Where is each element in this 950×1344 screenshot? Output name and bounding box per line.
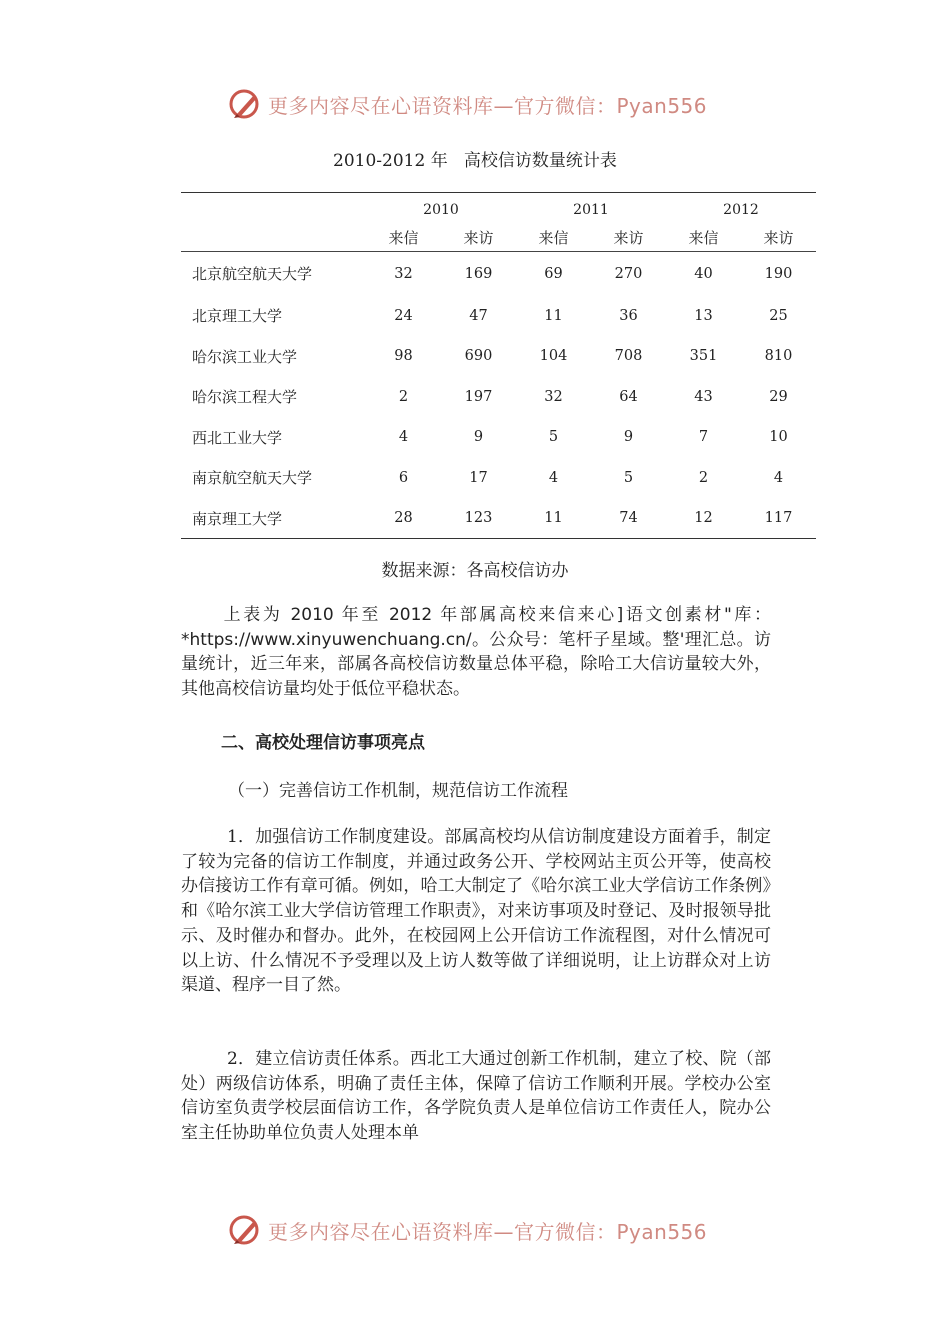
body-paragraph-2 [181,1047,771,1146]
petition-stats-table [181,192,816,539]
table-cell: 190 [764,265,793,282]
table-cell: 270 [614,265,643,282]
table-cell: 169 [464,265,493,282]
table-row [181,336,816,377]
table-row [181,458,816,499]
pen-logo-icon [228,87,262,121]
university-name: 南京理工大学 [192,509,283,528]
table-cell: 5 [623,469,634,486]
table-cell: 36 [619,307,638,324]
corner-cell [181,193,366,224]
subsection-heading: （一）完善信访工作机制，规范信访工作流程 [228,781,568,801]
table-cell: 810 [764,348,793,365]
pen-logo-icon [228,1213,262,1247]
sub-header: 来信 [666,223,741,252]
table-cell: 351 [689,348,718,365]
watermark-text: 更多内容尽在心语资料库—官方微信：Pyan556 [268,1219,708,1244]
table-cell: 25 [769,307,788,324]
table-cell: 29 [769,388,788,405]
table-row [181,417,816,458]
table-cell: 43 [694,388,713,405]
table-cell: 32 [394,265,413,282]
table-row [181,377,816,418]
table-cell: 13 [694,307,713,324]
table-cell: 4 [773,469,784,486]
university-name: 北京理工大学 [192,307,283,326]
table-cell: 4 [398,429,409,446]
table-cell: 9 [473,429,484,446]
university-name: 哈尔滨工业大学 [192,347,298,366]
table-cell: 11 [544,307,563,324]
table-cell: 11 [544,510,563,526]
table-cell: 28 [394,510,413,526]
intro-text: 上表为 2010 年至 2012 年部属高校来信来心]语文创素材"库：*https://www.xinyuwenchuang.cn/。公众号：笔杆子星域。整'理汇总。访量统计，近三年来，部属各高校信访数量总体平稳，除哈工大信访量较大外，其他高校信访量均处于低位平稳状态。 [181,605,771,700]
body-paragraph-1 [181,825,771,998]
table-cell: 32 [544,388,563,405]
table-cell: 98 [394,348,413,365]
table-cell: 24 [394,307,413,324]
university-name: 北京航空航天大学 [192,265,313,284]
paragraph-text: 1．加强信访工作制度建设。部属高校均从信访制度建设方面着手，制定了较为完备的信访工作制度，并通过政务公开、学校网站主页公开等，使高校办信接访工作有章可循。例如，哈工大制定了《哈尔滨工业大学信访工作条例》和《哈尔滨工业大学信访管理工作职责》，对来访事项及时登记、及时报领导批示、及时催办和督办。此外，在校园网上公开信访工作流程图，对什么情况可以上访、什么情况不予受理以及上访人数等做了详细说明，让上访群众对上访渠道、程序一目了然。 [181,827,771,996]
year-header: 2011 [573,202,609,218]
table-cell: 47 [469,307,488,324]
sub-header: 来访 [441,223,516,252]
table-cell: 117 [764,510,793,526]
table-cell: 40 [694,265,713,282]
paragraph-text: 2．建立信访责任体系。西北工大通过创新工作机制，建立了校、院（部处）两级信访体系，明确了责任主体，保障了信访工作顺利开展。学校办公室信访室负责学校层面信访工作，各学院负责人是单位信访工作责任人，院办公室主任协助单位负责人处理本单 [181,1049,771,1144]
table-cell: 9 [623,429,634,446]
table-cell: 74 [619,510,638,526]
university-name: 哈尔滨工程大学 [192,388,298,407]
sub-header: 来信 [516,223,591,252]
table-cell: 2 [398,388,409,405]
university-name: 南京航空航天大学 [192,469,313,488]
table-cell: 69 [544,265,563,282]
table-row [181,498,816,539]
table-cell: 10 [769,429,788,446]
year-header: 2010 [423,202,459,218]
table-row [181,296,816,337]
sub-header: 来信 [366,223,441,252]
table-cell: 5 [548,429,559,446]
table-title: 2010-2012 年 高校信访数量统计表 [333,151,617,171]
table-cell: 17 [469,469,488,486]
table-cell: 64 [619,388,638,405]
watermark-text: 更多内容尽在心语资料库—官方微信：Pyan556 [268,93,708,118]
university-name: 西北工业大学 [192,428,283,447]
table-cell: 6 [398,469,409,486]
year-header: 2012 [723,202,759,218]
table-cell: 708 [614,348,643,365]
table-cell: 104 [539,348,568,365]
watermark-banner-bottom [228,1212,707,1248]
table-cell: 4 [548,469,559,486]
data-source-note: 数据来源：各高校信访办 [381,561,569,581]
corner-cell [181,223,366,252]
table-cell: 197 [464,388,493,405]
table-cell: 690 [464,348,493,365]
section-heading: 二、高校处理信访事项亮点 [221,733,425,753]
sub-header: 来访 [741,223,816,252]
table-cell: 7 [698,429,709,446]
table-cell: 123 [464,510,493,526]
table-cell: 12 [694,510,713,526]
watermark-banner-top [228,86,707,122]
table-row [181,252,816,296]
table-cell: 2 [698,469,709,486]
intro-paragraph [181,603,771,702]
sub-header: 来访 [591,223,666,252]
